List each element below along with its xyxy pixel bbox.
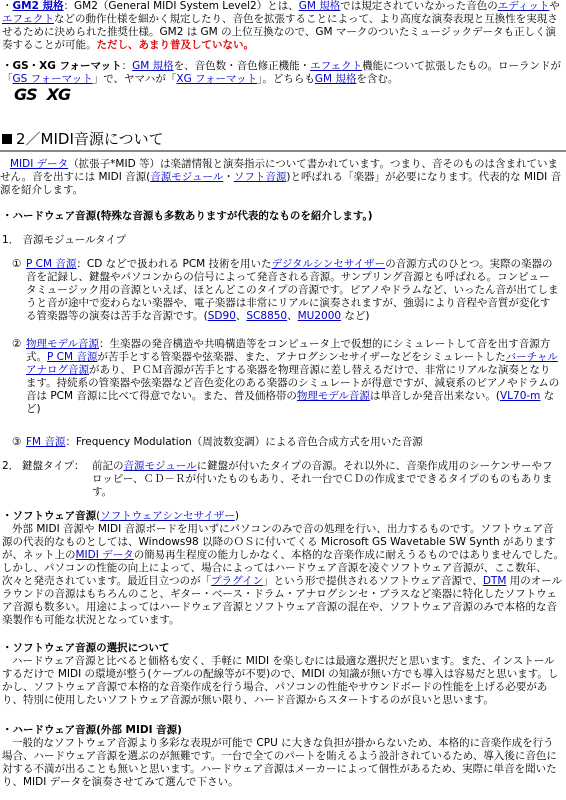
sep: 、 [287,310,298,322]
format-logos [14,85,71,104]
soft-choice-section [2,642,564,707]
soft-text-1: 外部 MIDI 音源や MIDI 音源ボードを用いずにパソコンのみで音の処理を行い、出力するものです。ソフトウェア音源の代表的なものとしては、Windows98 以降のＯＳに付いてくる Microsoft GS Wavetable SW Synth がありますが、ネット上の [2,523,556,561]
digital-synth-link[interactable]: デジタルシンセサイザー [271,258,386,270]
phys-text-2: が苦手とする管楽器や弦楽器、また、アナログシンセサイザーなどをシミュレートした [97,351,506,363]
fm-text: ：Frequency Modulation（周波数変調）による音色合成方式を用いた音源 [65,436,423,448]
gsxg-text-2: を、音色数・音色修正機能・ [173,60,311,72]
soft-synth-link[interactable]: ソフト音源 [233,171,287,183]
sc8850-link[interactable]: SC8850 [246,310,288,322]
gm2-text-3: や [549,0,560,12]
num-2: ② [12,338,22,350]
kb-text-2: に鍵盤が付いたタイプの音源。それ以外に、音楽作成用のシーケンサーやフロッピー、ＣＤ－Ｒが付いたものもあり、それ一台でＣＤの作成までできるタイプのものもあります。 [92,460,553,498]
virtual-analog-link[interactable]: バーチャルアナログ音源 [26,351,558,376]
gs-logo: GS [14,85,37,104]
edit-link[interactable]: エディット [497,0,550,12]
fm-item [12,436,560,449]
physical-item [12,338,560,416]
gm-spec-link-3[interactable]: GM 規格 [314,73,357,85]
section-heading [0,128,566,152]
intro-section [0,158,562,197]
pcm-text-1: ：CD などで扱われる PCM 技術を用いた [76,258,272,270]
sd90-link[interactable]: SD90 [207,310,236,322]
num-keyboard: 2． [2,460,20,472]
mu2000-link[interactable]: MU2000 [297,310,342,322]
intro-text-2: ・ [223,171,234,183]
fm-link[interactable]: FM 音源 [26,436,66,448]
soft-choice-text: ハードウェア音源と比べると価格も安く、手軽に MIDI を楽しむには最適な選択だと思います。また、インストールするだけで MIDI の環境が整う(ケーブルの配線等が不要)ので、MIDI の知識が無い方でも導入は容易だと思います。しかし、ソフトウェア音源で本格的な音楽作成を行う場合、パソコンの性能やサウンドボードの性能を上げる必要があり、特別に使用したいソフトウェア音源が無い限り、ハード音源からスタートするのが良いと思います。 [2,655,559,706]
soft-section [2,510,564,627]
pcm-item [12,258,560,323]
paren: ) [234,510,239,522]
gs-format-link[interactable]: GS フォーマット [12,73,93,85]
vl70m-link[interactable]: VL70-m [500,390,541,402]
gsxg-text-3: 機能について拡張したもの。ローランドが「 [2,60,562,85]
gsxg-term: ・GS・XG フォーマット [2,60,122,72]
gm2-text-1: ：GM2（General MIDI System Level2）とは、 [63,0,299,12]
gm2-text-4: などの動作仕様を細かく規定したり、音色を拡張することによって、より高度な演奏表現と互換性を実現させるために決められた推奨仕様。GM2 は GM の上位互換なので、GM マークのついたミュージックデータも正しく演奏することが可能。 [2,13,558,51]
pcm-link[interactable]: P CM 音源 [26,258,77,270]
heading-text: 2／MIDI音源について [16,130,164,148]
intro-text-1: （拡張子*MID 等）は楽譜情報と演奏指示について書かれています。つまり、音そのものは含まれていません。音を出すには MIDI 音源( [0,158,558,183]
soft-title: ・ソフトウェア音源 [2,510,97,522]
gm2-section [0,0,562,52]
plugin-link[interactable]: プラグイン [211,575,264,587]
soft-text-2: の簡易再生程度の能力しかなく、本格的な音楽作成に耐えうるものではありませんでした。しかし、パソコンの性能の向上によって、場合によってはハードウェア音源を凌ぐソフトウェア音源が、ここ数年、次々と発売されています。最近目立つのが「 [2,549,564,587]
soft-text-3: 」という形で提供されるソフトウェア音源で、 [263,575,483,587]
xg-logo: XG [46,85,71,104]
square-icon [2,134,12,144]
hw-ext-section [2,724,564,789]
effect-link-2[interactable]: エフェクト [310,60,363,72]
gsxg-text-5: 」。どちらも [257,73,315,85]
gm-spec-link-2[interactable]: GM 規格 [132,60,174,72]
phys-text-1: ：生楽器の発音構造や共鳴構造等をコンピュータ上で仮想的にシミュレートして音を出す音源方式。 [26,338,551,363]
pcm-text-end: など) [341,310,370,322]
gm-spec-link[interactable]: GM 規格 [298,0,341,12]
phys-text-end: など) [26,390,555,415]
sep: 、 [235,310,247,322]
gm2-warning: ただし、あまり普及していない。 [96,39,254,51]
paren: ( [96,510,101,522]
intro-text-3: )と呼ばれる「楽器」が必要になります。代表的な MIDI 音源を紹介します。 [0,171,562,196]
gsxg-section [0,60,562,86]
num-3: ③ [12,436,22,448]
gsxg-text-4: 」で、ヤマハが「 [92,73,177,85]
gsxg-text-6: を含む。 [356,73,399,85]
physical-model-link[interactable]: 物理モデル音源 [26,338,99,350]
keyboard-label: 鍵盤タイプ： [22,460,85,472]
hw-ext-title: ・ハードウェア音源(外部 MIDI 音源) [2,724,182,736]
sound-module-link-2[interactable]: 音源モジュール [123,460,197,472]
gm2-text-2: では規定されていなかった音色の [340,0,498,12]
num-1: ① [12,258,22,270]
midi-data-link[interactable]: MIDI データ [10,158,69,170]
pcm-text-2: の音源方式のひとつ。実際の楽器の音を記録し、鍵盤やパソコンからの信号によって発音される音源。サンプリング音源とも呼ばれる。コンピュータミュージック用の音源といえば、ほとんどこのタイプの音源です。ピアノやドラムなど、いったん音が出てしまうと音が途中で変わらない楽器や、電子楽器は非常にリアルに演奏されますが、強弱により音程や音質が変化する管楽器等の演奏は苦手な音源です。( [26,258,559,322]
midi-data-link-2[interactable]: MIDI データ [75,549,134,561]
dtm-link[interactable]: DTM [482,575,507,587]
xg-format-link[interactable]: XG フォーマット [176,73,258,85]
module-type: 1． 音源モジュールタイプ [2,234,127,246]
soft-synth-link-2[interactable]: ソフトウェアシンセサイザー [100,510,235,522]
phys-text-3: があり、ＰＣＭ音源が苦手とする楽器を物理音源に差し替えるだけで、非常にリアルな演奏となります。持続系の管楽器や弦楽器など音色変化のある楽器のシミュレートが得意ですが、減衰系のピアノやドラムの音は PCM 音源に比べて得意でない。また、普及価格帯の [26,364,560,402]
gm2-spec-link[interactable]: GM2 規格 [12,0,64,12]
keyboard-item [2,460,558,499]
physical-model-link-2[interactable]: 物理モデル音源 [296,390,370,402]
soft-text-4: 用のオールラウンドの音源はもちろんのこと、ギター・ベース・ドラム・アナログシンセ・ブラスなど楽器に特化したソフトウェア音源も数多い。用途によってはハードウェア音源とソフトウェア音源の混在や、ソフトウェア音源のみで本格的な音楽製作も可能な状況となっています。 [2,575,563,626]
bullet: ・ [2,0,13,12]
hw-ext-text: 一般的なソフトウェア音源より多彩な表現が可能で CPU に大きな負担が掛からないため、本格的に音楽作成を行う場合、ハードウェア音源を選ぶのが無難です。一台で全てのパートを賄えるよう設計されているため、導入後に音色に対する不満が出ることも無いと思います。ハードウェア音源はメーカーによって個性があるため、実際に単音を聞いたり、MIDI データを演奏させてみて選んで下さい。 [2,737,557,788]
soft-choice-title: ・ソフトウェア音源の選択について [2,642,170,654]
hw-title: ・ハードウェア音源(特殊な音源も多数ありますが代表的なものを紹介します。) [2,210,373,222]
kb-text-1: 前記の [92,460,124,472]
sound-module-link[interactable]: 音源モジュール [150,171,224,183]
effect-link[interactable]: エフェクト [2,13,54,25]
gsxg-text-1: ： [121,60,133,72]
pcm-link-2[interactable]: P CM 音源 [47,351,98,363]
phys-text-4: は単音しか発音出来ない。( [369,390,500,402]
